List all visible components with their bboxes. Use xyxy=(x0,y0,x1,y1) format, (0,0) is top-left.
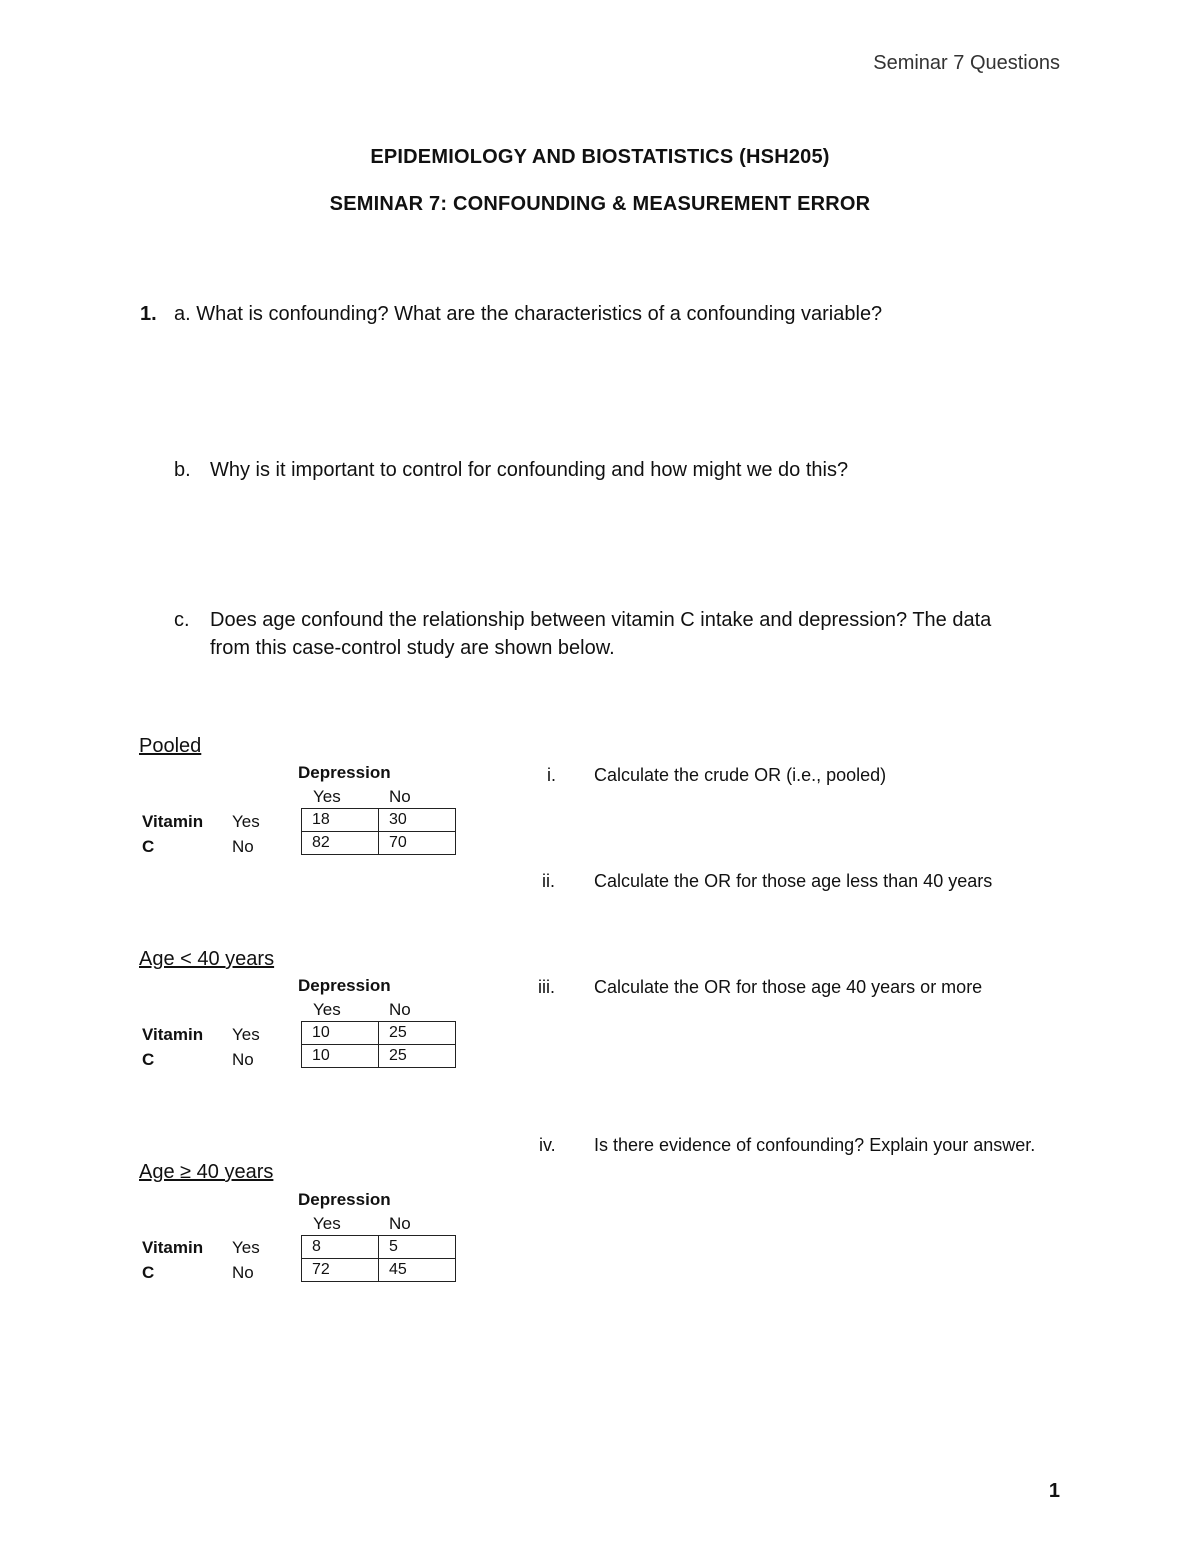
course-title: EPIDEMIOLOGY AND BIOSTATISTICS (HSH205) xyxy=(370,146,830,168)
table-cell: 10 xyxy=(302,1022,379,1045)
table-title-under-40: Age < 40 years xyxy=(139,948,275,970)
outcome-label: Depression xyxy=(298,763,391,782)
table-cell: 5 xyxy=(379,1236,456,1259)
table-cell: 10 xyxy=(302,1045,379,1068)
table-cell: 8 xyxy=(302,1236,379,1259)
sub-question-label: iv. xyxy=(539,1135,556,1155)
exposure-label-line2: C xyxy=(142,1050,155,1069)
table-row xyxy=(302,1259,456,1282)
sub-question-label: iii. xyxy=(538,977,555,997)
col-header-yes: Yes xyxy=(313,1000,341,1019)
contingency-table-under-40 xyxy=(301,1021,456,1068)
sub-question-label: i. xyxy=(547,765,556,785)
sub-question-text: Calculate the OR for those age less than 40 years xyxy=(594,871,993,891)
question-1b-label: b. xyxy=(174,459,191,481)
sub-question-text: Calculate the OR for those age 40 years or more xyxy=(594,977,983,997)
question-number: 1. xyxy=(140,303,157,325)
contingency-table-40-plus xyxy=(301,1235,456,1282)
table-cell: 72 xyxy=(302,1259,379,1282)
table-cell: 25 xyxy=(379,1045,456,1068)
sub-question-label: ii. xyxy=(542,871,555,891)
table-row xyxy=(302,809,456,832)
table-row xyxy=(302,832,456,855)
outcome-label: Depression xyxy=(298,976,391,995)
row-label-yes: Yes xyxy=(232,812,260,831)
col-header-no: No xyxy=(389,1214,411,1233)
exposure-label: Vitamin xyxy=(142,1238,204,1257)
table-cell: 82 xyxy=(302,832,379,855)
row-label-yes: Yes xyxy=(232,1025,260,1044)
col-header-no: No xyxy=(389,787,411,806)
table-row xyxy=(302,1022,456,1045)
table-cell: 25 xyxy=(379,1022,456,1045)
question-1a: a. What is confounding? What are the characteristics of a confounding variable? xyxy=(174,303,883,325)
table-cell: 70 xyxy=(379,832,456,855)
exposure-label: Vitamin xyxy=(142,1025,204,1044)
table-row xyxy=(302,1045,456,1068)
question-1b: Why is it important to control for confounding and how might we do this? xyxy=(210,459,849,481)
sub-question-text: Is there evidence of confounding? Explain your answer. xyxy=(594,1135,1036,1155)
table-title-pooled: Pooled xyxy=(139,735,202,757)
table-cell: 30 xyxy=(379,809,456,832)
table-cell: 45 xyxy=(379,1259,456,1282)
table-cell: 18 xyxy=(302,809,379,832)
row-label-no: No xyxy=(232,837,254,856)
table-row xyxy=(302,1236,456,1259)
exposure-label-line2: C xyxy=(142,837,155,856)
row-label-no: No xyxy=(232,1263,254,1282)
row-label-yes: Yes xyxy=(232,1238,260,1257)
sub-question-text: Calculate the crude OR (i.e., pooled) xyxy=(594,765,887,785)
exposure-label-line2: C xyxy=(142,1263,155,1282)
row-label-no: No xyxy=(232,1050,254,1069)
question-1c-line2: from this case-control study are shown below. xyxy=(210,637,615,659)
page-number: 1 xyxy=(1048,1480,1060,1502)
table-title-40-plus: Age ≥ 40 years xyxy=(139,1161,274,1183)
question-1c-label: c. xyxy=(174,609,190,631)
outcome-label: Depression xyxy=(298,1190,391,1209)
question-1c-line1: Does age confound the relationship between vitamin C intake and depression? The data xyxy=(210,609,992,631)
col-header-yes: Yes xyxy=(313,787,341,806)
contingency-table-pooled xyxy=(301,808,456,855)
col-header-yes: Yes xyxy=(313,1214,341,1233)
exposure-label: Vitamin xyxy=(142,812,204,831)
running-header: Seminar 7 Questions xyxy=(873,52,1060,74)
col-header-no: No xyxy=(389,1000,411,1019)
seminar-title: SEMINAR 7: CONFOUNDING & MEASUREMENT ERROR xyxy=(329,193,871,215)
